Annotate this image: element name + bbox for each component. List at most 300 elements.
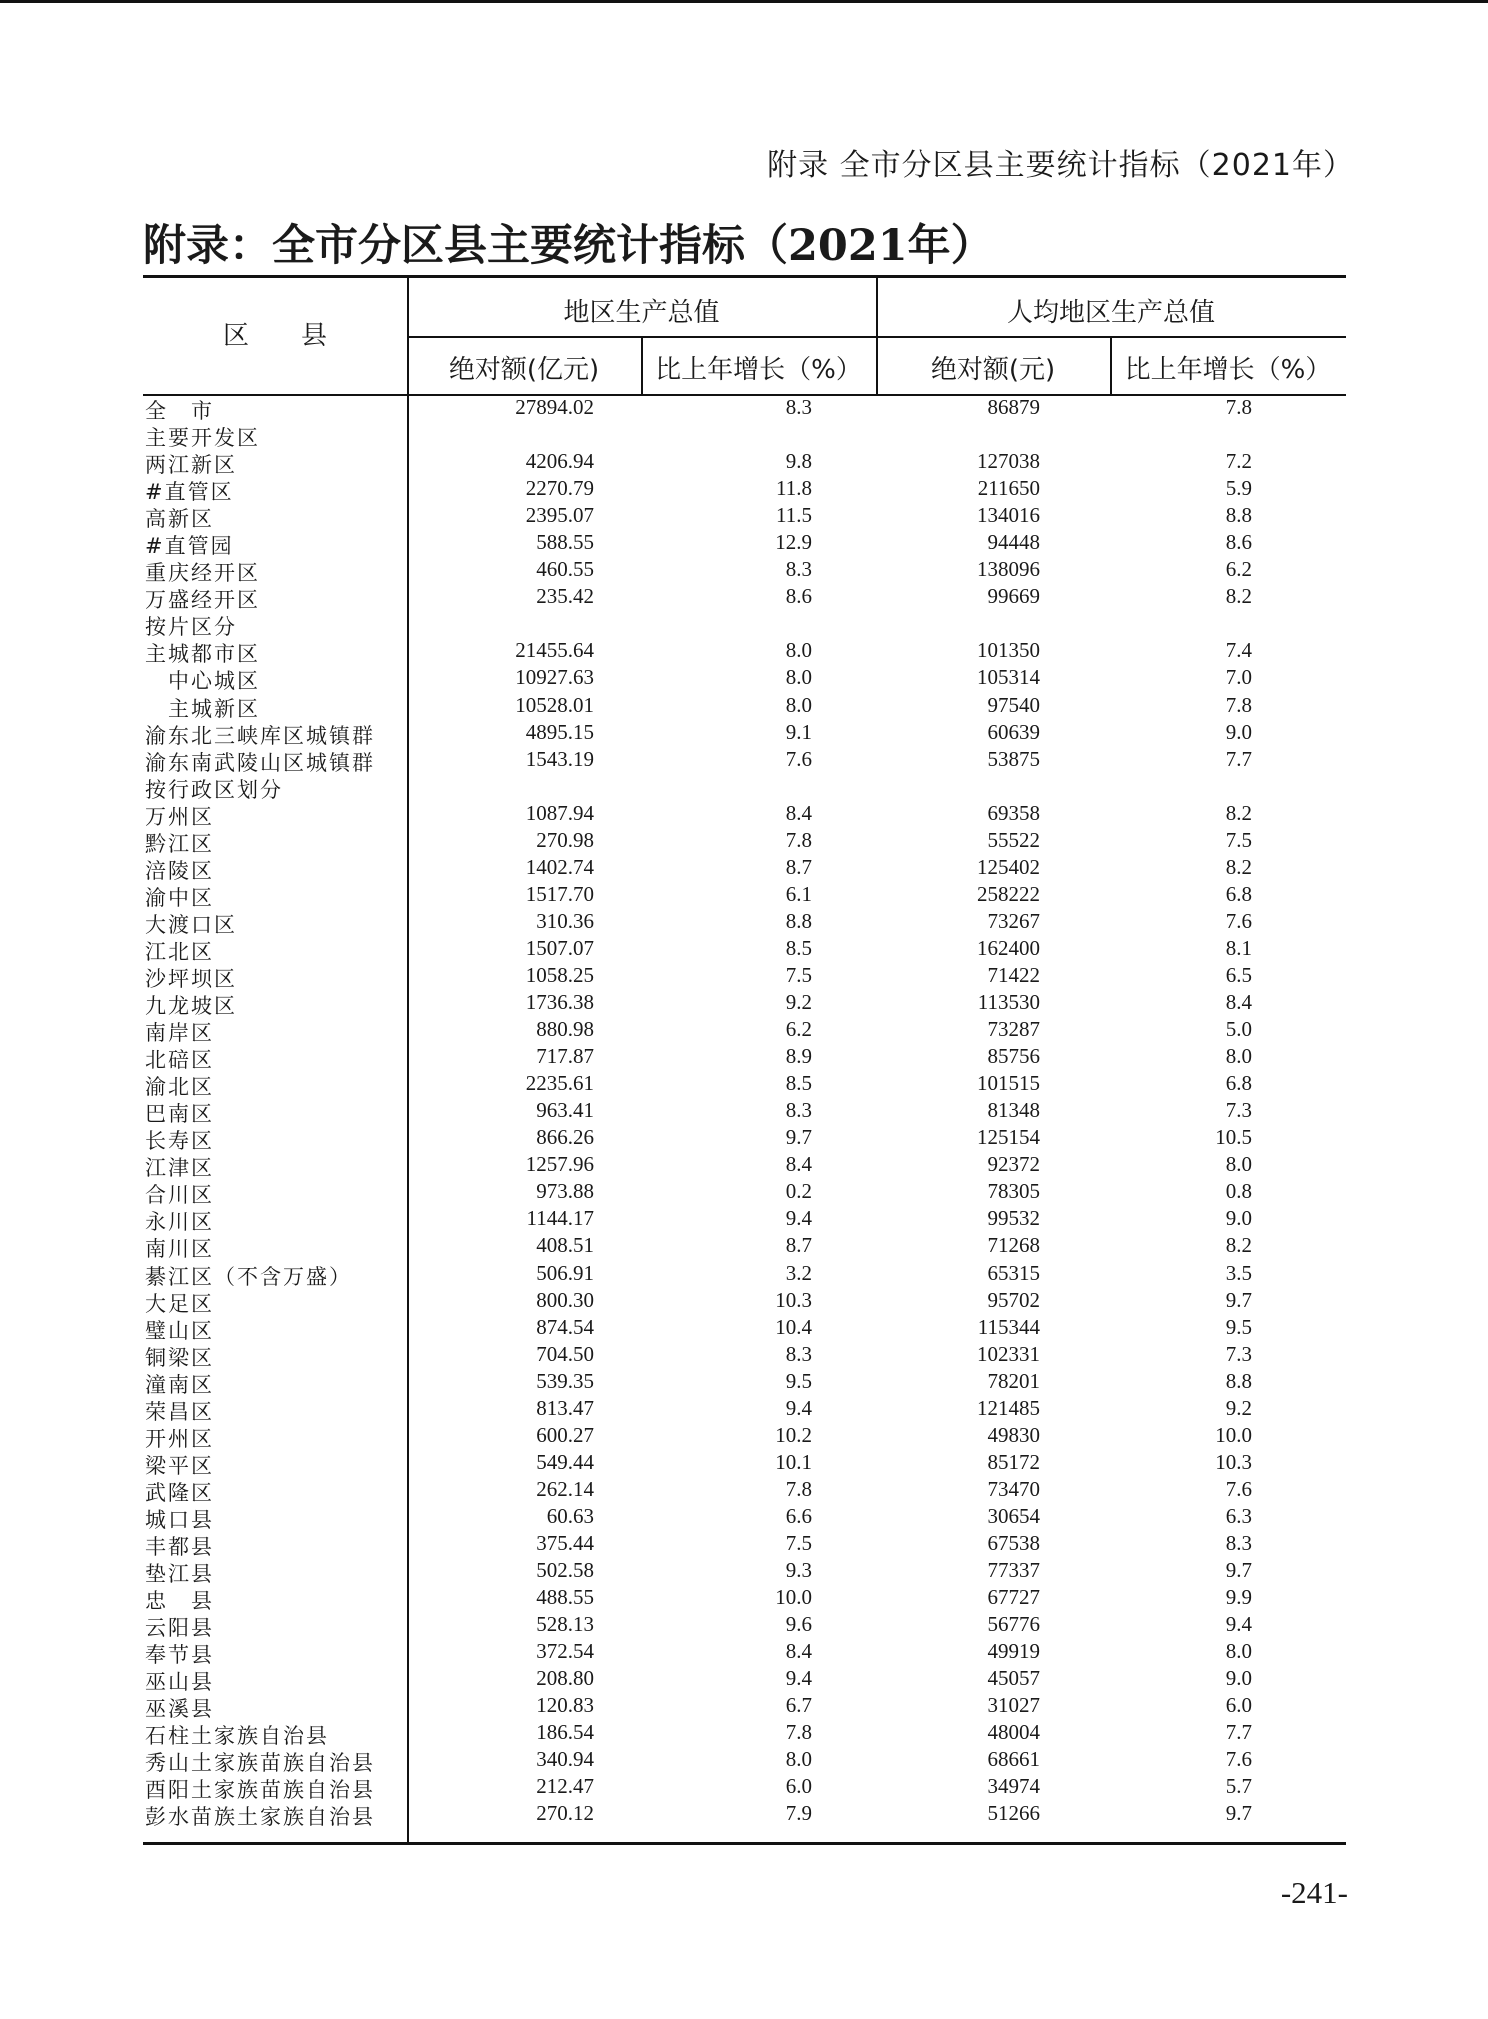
gdp-growth: 6.1 <box>785 881 812 906</box>
gdp-value: 588.55 <box>536 530 594 555</box>
gdp-value: 4206.94 <box>525 449 594 474</box>
table-row <box>143 936 1346 963</box>
gdp-growth: 10.3 <box>775 1287 812 1312</box>
per-capita-growth: 10.5 <box>1215 1125 1252 1150</box>
gdp-value: 1058.25 <box>525 962 594 987</box>
per-capita-growth: 8.1 <box>1225 935 1252 960</box>
region-name: 城口县 <box>145 1507 214 1532</box>
per-capita-value: 94448 <box>987 530 1040 555</box>
per-capita-value: 85756 <box>987 1044 1040 1069</box>
region-name: 主城都市区 <box>145 642 260 667</box>
gdp-growth: 9.2 <box>785 990 812 1015</box>
per-capita-value: 31027 <box>987 1693 1040 1718</box>
table-row <box>143 1152 1346 1179</box>
gdp-value: 704.50 <box>536 1341 594 1366</box>
per-capita-growth: 7.7 <box>1225 746 1252 771</box>
table-row <box>143 1369 1346 1396</box>
table-row <box>143 1477 1346 1504</box>
per-capita-value: 101350 <box>977 638 1040 663</box>
per-capita-growth: 8.8 <box>1225 1368 1252 1393</box>
gdp-growth: 8.4 <box>785 1639 812 1664</box>
per-capita-value: 30654 <box>987 1503 1040 1528</box>
gdp-value: 1144.17 <box>526 1206 594 1231</box>
per-capita-growth: 7.3 <box>1225 1098 1252 1123</box>
gdp-growth: 9.4 <box>785 1395 812 1420</box>
per-capita-value: 105314 <box>977 665 1040 690</box>
gdp-value: 528.13 <box>536 1612 594 1637</box>
gdp-growth: 8.6 <box>785 584 812 609</box>
gdp-growth: 8.9 <box>785 1044 812 1069</box>
per-capita-growth: 5.0 <box>1225 1017 1252 1042</box>
gdp-value: 21455.64 <box>515 638 594 663</box>
per-capita-growth: 8.0 <box>1225 1044 1252 1069</box>
region-name: 沙坪坝区 <box>145 966 237 991</box>
per-capita-value: 67727 <box>987 1585 1040 1610</box>
table-row <box>143 1233 1346 1260</box>
region-name: 渝中区 <box>145 885 214 910</box>
gdp-growth: 10.1 <box>775 1449 812 1474</box>
per-capita-growth: 9.7 <box>1225 1801 1252 1826</box>
gdp-value: 488.55 <box>536 1585 594 1610</box>
per-capita-growth: 7.3 <box>1225 1341 1252 1366</box>
gdp-growth: 12.9 <box>775 530 812 555</box>
header-gdp-abs: 绝对额(亿元) <box>448 355 600 385</box>
region-name: 江津区 <box>145 1156 214 1181</box>
region-name: 云阳县 <box>145 1616 214 1641</box>
gdp-growth: 6.6 <box>785 1503 812 1528</box>
gdp-value: 10528.01 <box>515 692 594 717</box>
header-gdp-per-capita: 人均地区生产总值 <box>1006 298 1215 328</box>
table-bottom-rule <box>143 1842 1346 1845</box>
gdp-growth: 11.5 <box>776 503 812 528</box>
gdp-growth: 8.4 <box>785 800 812 825</box>
gdp-value: 208.80 <box>536 1666 594 1691</box>
region-name: 全 市 <box>145 399 214 423</box>
gdp-growth: 8.0 <box>785 1747 812 1772</box>
per-capita-growth: 8.6 <box>1225 530 1252 555</box>
header-pc-growth: 比上年增长（%） <box>1124 355 1332 385</box>
per-capita-growth: 8.3 <box>1225 1530 1252 1555</box>
gdp-growth: 8.3 <box>785 1341 812 1366</box>
table-row <box>143 1342 1346 1369</box>
header-region: 区 县 <box>222 321 327 351</box>
per-capita-growth: 6.0 <box>1225 1693 1252 1718</box>
region-name: 涪陵区 <box>145 858 214 883</box>
region-name: 北碚区 <box>145 1048 214 1073</box>
region-name: 江北区 <box>145 939 214 964</box>
per-capita-growth: 3.5 <box>1225 1260 1252 1285</box>
gdp-value: 1517.70 <box>525 881 594 906</box>
region-name: 秀山土家族苗族自治县 <box>145 1751 375 1776</box>
table-row <box>143 1396 1346 1423</box>
gdp-value: 874.54 <box>536 1314 594 1339</box>
header-gdp: 地区生产总值 <box>563 298 720 328</box>
region-name: 主城新区 <box>145 696 260 721</box>
per-capita-value: 121485 <box>977 1395 1040 1420</box>
gdp-value: 60.63 <box>546 1503 594 1528</box>
per-capita-growth: 7.6 <box>1225 1747 1252 1772</box>
per-capita-growth: 9.0 <box>1225 719 1252 744</box>
gdp-growth: 8.0 <box>785 665 812 690</box>
region-name: 按片区分 <box>145 615 237 640</box>
per-capita-value: 86879 <box>987 395 1040 419</box>
top-border <box>0 0 1488 3</box>
per-capita-growth: 7.8 <box>1225 395 1252 419</box>
gdp-growth: 9.5 <box>785 1368 812 1393</box>
gdp-growth: 8.8 <box>785 908 812 933</box>
table-row <box>143 1450 1346 1477</box>
region-name: #直管园 <box>145 534 234 559</box>
per-capita-value: 211650 <box>977 476 1040 501</box>
region-name: 彭水苗族土家族自治县 <box>145 1805 375 1830</box>
gdp-value: 460.55 <box>536 557 594 582</box>
per-capita-growth: 7.0 <box>1225 665 1252 690</box>
region-name: 綦江区（不含万盛） <box>145 1264 352 1289</box>
per-capita-value: 48004 <box>987 1720 1040 1745</box>
per-capita-growth: 7.4 <box>1225 638 1252 663</box>
per-capita-value: 127038 <box>977 449 1040 474</box>
gdp-value: 549.44 <box>536 1449 594 1474</box>
gdp-value: 539.35 <box>536 1368 594 1393</box>
region-name: 武隆区 <box>145 1480 214 1505</box>
gdp-value: 600.27 <box>536 1422 594 1447</box>
per-capita-growth: 5.9 <box>1225 476 1252 501</box>
table-row <box>143 1423 1346 1450</box>
region-name: 高新区 <box>145 507 214 532</box>
region-name: 璧山区 <box>145 1318 214 1343</box>
region-name: 两江新区 <box>145 453 237 478</box>
per-capita-growth: 9.7 <box>1225 1558 1252 1583</box>
gdp-value: 270.12 <box>536 1801 594 1826</box>
gdp-value: 866.26 <box>536 1125 594 1150</box>
table-row <box>143 1125 1346 1152</box>
per-capita-value: 73287 <box>987 1017 1040 1042</box>
per-capita-growth: 8.2 <box>1225 584 1252 609</box>
table-row <box>143 1639 1346 1666</box>
region-name: 渝北区 <box>145 1075 214 1100</box>
region-name: 巫溪县 <box>145 1697 214 1722</box>
table-row <box>143 801 1346 828</box>
gdp-growth: 7.5 <box>785 962 812 987</box>
per-capita-growth: 8.0 <box>1225 1152 1252 1177</box>
region-name: 大足区 <box>145 1291 214 1316</box>
per-capita-growth: 8.8 <box>1225 503 1252 528</box>
gdp-growth: 8.5 <box>785 935 812 960</box>
per-capita-growth: 9.4 <box>1225 1612 1252 1637</box>
gdp-value: 310.36 <box>536 908 594 933</box>
per-capita-growth: 9.2 <box>1225 1395 1252 1420</box>
table-row <box>143 774 1346 801</box>
per-capita-value: 67538 <box>987 1530 1040 1555</box>
gdp-growth: 8.0 <box>785 638 812 663</box>
gdp-growth: 3.2 <box>785 1260 812 1285</box>
region-name: 潼南区 <box>145 1372 214 1397</box>
gdp-growth: 7.5 <box>785 1530 812 1555</box>
gdp-value: 1087.94 <box>525 800 594 825</box>
region-name: 永川区 <box>145 1210 214 1235</box>
gdp-value: 340.94 <box>536 1747 594 1772</box>
gdp-value: 270.98 <box>536 827 594 852</box>
region-name: 丰都县 <box>145 1534 214 1559</box>
per-capita-growth: 5.7 <box>1225 1774 1252 1799</box>
per-capita-growth: 9.9 <box>1225 1585 1252 1610</box>
table-row <box>143 611 1346 638</box>
per-capita-growth: 6.5 <box>1225 962 1252 987</box>
gdp-growth: 11.8 <box>776 476 812 501</box>
per-capita-value: 258222 <box>977 881 1040 906</box>
gdp-value: 186.54 <box>536 1720 594 1745</box>
gdp-value: 1736.38 <box>525 990 594 1015</box>
table-row <box>143 855 1346 882</box>
per-capita-growth: 6.3 <box>1225 1503 1252 1528</box>
per-capita-growth: 10.0 <box>1215 1422 1252 1447</box>
header-gdp-growth: 比上年增长（%） <box>655 355 862 385</box>
per-capita-value: 102331 <box>977 1341 1040 1366</box>
gdp-value: 262.14 <box>536 1476 594 1501</box>
per-capita-growth: 6.2 <box>1225 557 1252 582</box>
region-name: 大渡口区 <box>145 912 237 937</box>
header-mid-rule <box>407 336 1346 338</box>
table-row <box>143 1315 1346 1342</box>
gdp-value: 408.51 <box>536 1233 594 1258</box>
region-name: 石柱土家族自治县 <box>145 1724 329 1749</box>
page-number: -241- <box>1280 1875 1348 1910</box>
per-capita-value: 101515 <box>977 1071 1040 1096</box>
gdp-value: 717.87 <box>536 1044 594 1069</box>
per-capita-value: 138096 <box>977 557 1040 582</box>
gdp-growth: 6.2 <box>785 1017 812 1042</box>
table-row <box>143 1585 1346 1612</box>
table-row <box>143 1017 1346 1044</box>
per-capita-value: 53875 <box>987 746 1040 771</box>
gdp-growth: 8.7 <box>785 854 812 879</box>
gdp-value: 212.47 <box>536 1774 594 1799</box>
per-capita-value: 34974 <box>987 1774 1040 1799</box>
per-capita-growth: 9.0 <box>1225 1666 1252 1691</box>
per-capita-value: 97540 <box>987 692 1040 717</box>
per-capita-value: 71268 <box>987 1233 1040 1258</box>
per-capita-growth: 6.8 <box>1225 881 1252 906</box>
gdp-value: 973.88 <box>536 1179 594 1204</box>
gdp-growth: 8.7 <box>785 1233 812 1258</box>
per-capita-value: 45057 <box>987 1666 1040 1691</box>
table-row <box>143 1531 1346 1558</box>
table-row <box>143 530 1346 557</box>
per-capita-value: 51266 <box>987 1801 1040 1826</box>
per-capita-value: 55522 <box>987 827 1040 852</box>
table-row <box>143 882 1346 909</box>
per-capita-value: 113530 <box>977 990 1040 1015</box>
region-name: 南岸区 <box>145 1021 214 1046</box>
table-row <box>143 1044 1346 1071</box>
per-capita-value: 125402 <box>977 854 1040 879</box>
per-capita-value: 95702 <box>987 1287 1040 1312</box>
per-capita-value: 78305 <box>987 1179 1040 1204</box>
gdp-growth: 7.9 <box>785 1801 812 1826</box>
table-row <box>143 828 1346 855</box>
gdp-growth: 8.3 <box>785 1098 812 1123</box>
region-name: 奉节县 <box>145 1643 214 1668</box>
per-capita-value: 81348 <box>987 1098 1040 1123</box>
table-row <box>143 1179 1346 1206</box>
region-name: 垫江县 <box>145 1562 214 1587</box>
page-title: 附录：全市分区县主要统计指标（2021年） <box>143 221 994 271</box>
gdp-growth: 8.3 <box>785 395 812 419</box>
gdp-growth: 7.8 <box>785 1720 812 1745</box>
table-row <box>143 1693 1346 1720</box>
table-row <box>143 1801 1346 1828</box>
per-capita-value: 99532 <box>987 1206 1040 1231</box>
region-name: 忠 县 <box>145 1589 214 1614</box>
gdp-growth: 8.0 <box>785 692 812 717</box>
per-capita-value: 162400 <box>977 935 1040 960</box>
table-row <box>143 503 1346 530</box>
per-capita-value: 115344 <box>977 1314 1040 1339</box>
gdp-value: 502.58 <box>536 1558 594 1583</box>
gdp-value: 963.41 <box>536 1098 594 1123</box>
gdp-value: 375.44 <box>536 1530 594 1555</box>
table-row <box>143 449 1346 476</box>
table-row <box>143 1288 1346 1315</box>
gdp-growth: 8.5 <box>785 1071 812 1096</box>
gdp-growth: 10.0 <box>775 1585 812 1610</box>
per-capita-value: 65315 <box>987 1260 1040 1285</box>
running-head: 附录 全市分区县主要统计指标（2021年） <box>767 148 1354 183</box>
per-capita-growth: 7.7 <box>1225 1720 1252 1745</box>
table-row <box>143 422 1346 449</box>
per-capita-growth: 7.5 <box>1225 827 1252 852</box>
gdp-value: 10927.63 <box>515 665 594 690</box>
per-capita-value: 73267 <box>987 908 1040 933</box>
gdp-value: 2395.07 <box>525 503 594 528</box>
gdp-growth: 7.6 <box>785 746 812 771</box>
per-capita-growth: 8.2 <box>1225 800 1252 825</box>
region-name: 荣昌区 <box>145 1399 214 1424</box>
region-name: 酉阳土家族苗族自治县 <box>145 1778 375 1803</box>
per-capita-value: 73470 <box>987 1476 1040 1501</box>
per-capita-growth: 6.8 <box>1225 1071 1252 1096</box>
per-capita-growth: 8.0 <box>1225 1639 1252 1664</box>
region-name: 主要开发区 <box>145 426 260 451</box>
gdp-value: 1402.74 <box>525 854 594 879</box>
table-row <box>143 1504 1346 1531</box>
per-capita-value: 85172 <box>987 1449 1040 1474</box>
region-name: 万州区 <box>145 804 214 829</box>
table-row <box>143 963 1346 990</box>
table-row <box>143 1071 1346 1098</box>
table-row <box>143 990 1346 1017</box>
per-capita-value: 56776 <box>987 1612 1040 1637</box>
per-capita-growth: 0.8 <box>1225 1179 1252 1204</box>
gdp-value: 372.54 <box>536 1639 594 1664</box>
gdp-growth: 9.6 <box>785 1612 812 1637</box>
table-row <box>143 1666 1346 1693</box>
per-capita-value: 60639 <box>987 719 1040 744</box>
per-capita-growth: 8.2 <box>1225 1233 1252 1258</box>
per-capita-value: 77337 <box>987 1558 1040 1583</box>
per-capita-value: 92372 <box>987 1152 1040 1177</box>
per-capita-value: 68661 <box>987 1747 1040 1772</box>
per-capita-value: 49830 <box>987 1422 1040 1447</box>
region-name: #直管区 <box>145 480 234 505</box>
gdp-value: 800.30 <box>536 1287 594 1312</box>
gdp-value: 506.91 <box>536 1260 594 1285</box>
gdp-growth: 10.4 <box>775 1314 812 1339</box>
gdp-value: 235.42 <box>536 584 594 609</box>
per-capita-value: 134016 <box>977 503 1040 528</box>
header-pc-abs: 绝对额(元) <box>930 355 1056 385</box>
table-row <box>143 693 1346 720</box>
gdp-growth: 7.8 <box>785 1476 812 1501</box>
table-row <box>143 557 1346 584</box>
region-name: 梁平区 <box>145 1453 214 1478</box>
table-row <box>143 1720 1346 1747</box>
gdp-growth: 9.7 <box>785 1125 812 1150</box>
gdp-value: 1257.96 <box>525 1152 594 1177</box>
gdp-growth: 6.0 <box>785 1774 812 1799</box>
per-capita-value: 49919 <box>987 1639 1040 1664</box>
per-capita-value: 69358 <box>987 800 1040 825</box>
per-capita-value: 125154 <box>977 1125 1040 1150</box>
region-name: 巫山县 <box>145 1670 214 1695</box>
region-name: 铜梁区 <box>145 1345 214 1370</box>
table-row <box>143 1206 1346 1233</box>
per-capita-growth: 9.0 <box>1225 1206 1252 1231</box>
gdp-value: 4895.15 <box>525 719 594 744</box>
gdp-growth: 0.2 <box>785 1179 812 1204</box>
per-capita-growth: 7.8 <box>1225 692 1252 717</box>
region-name: 合川区 <box>145 1183 214 1208</box>
table-row <box>143 1774 1346 1801</box>
gdp-growth: 9.8 <box>785 449 812 474</box>
table-body <box>143 395 1346 1828</box>
per-capita-growth: 8.4 <box>1225 990 1252 1015</box>
table-row <box>143 1747 1346 1774</box>
region-name: 重庆经开区 <box>145 561 260 586</box>
gdp-growth: 9.4 <box>785 1206 812 1231</box>
region-name: 长寿区 <box>145 1129 214 1154</box>
region-name: 九龙坡区 <box>145 994 237 1019</box>
gdp-value: 2270.79 <box>525 476 594 501</box>
gdp-growth: 9.1 <box>785 719 812 744</box>
table-row <box>143 1098 1346 1125</box>
per-capita-value: 78201 <box>987 1368 1040 1393</box>
region-name: 南川区 <box>145 1237 214 1262</box>
table-row <box>143 747 1346 774</box>
table-row <box>143 1558 1346 1585</box>
gdp-value: 1543.19 <box>525 746 594 771</box>
table-row <box>143 720 1346 747</box>
per-capita-growth: 9.7 <box>1225 1287 1252 1312</box>
per-capita-growth: 8.2 <box>1225 854 1252 879</box>
gdp-growth: 7.8 <box>785 827 812 852</box>
per-capita-growth: 7.2 <box>1225 449 1252 474</box>
per-capita-growth: 7.6 <box>1225 908 1252 933</box>
region-name: 黔江区 <box>145 831 214 856</box>
region-name: 开州区 <box>145 1426 214 1451</box>
table-row <box>143 476 1346 503</box>
gdp-growth: 8.4 <box>785 1152 812 1177</box>
gdp-growth: 9.3 <box>785 1558 812 1583</box>
table-row <box>143 1612 1346 1639</box>
gdp-value: 880.98 <box>536 1017 594 1042</box>
table-row <box>143 1261 1346 1288</box>
table-row <box>143 395 1346 422</box>
table-row <box>143 665 1346 692</box>
region-name: 巴南区 <box>145 1102 214 1127</box>
gdp-growth: 10.2 <box>775 1422 812 1447</box>
per-capita-value: 71422 <box>987 962 1040 987</box>
